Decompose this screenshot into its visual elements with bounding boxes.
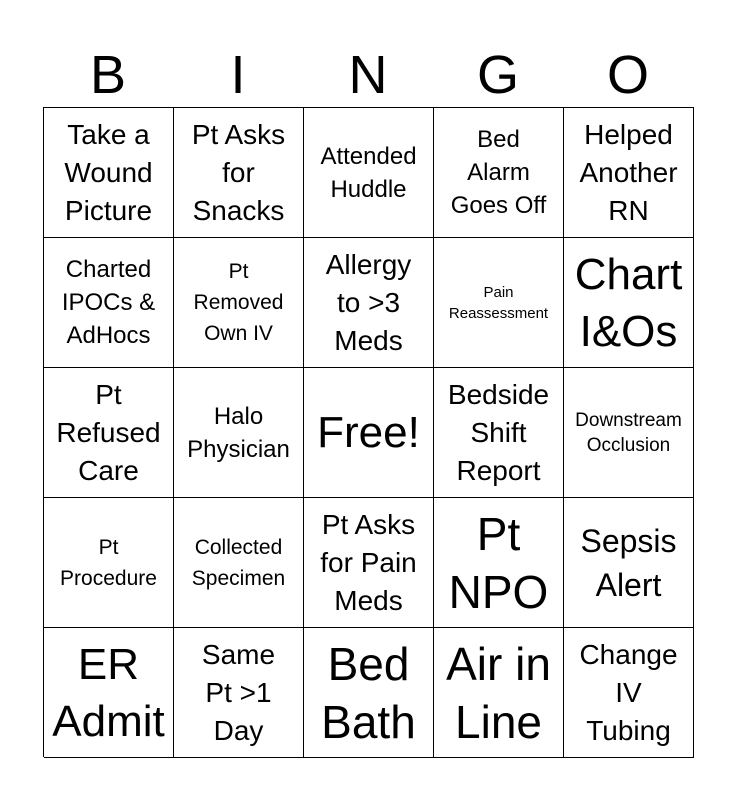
cell-label: Pt NPO — [448, 507, 549, 618]
header-letter-b: B — [89, 45, 127, 105]
cell-label: Air in Line — [446, 637, 551, 748]
bingo-cell[interactable] — [304, 498, 434, 628]
cell-label: Downstream Occlusion — [575, 409, 682, 456]
cell-label: Sepsis Alert — [580, 522, 677, 603]
bingo-cell[interactable] — [174, 238, 304, 368]
header-letter-g: G — [476, 45, 519, 105]
header-letter-n: N — [348, 45, 388, 105]
cell-label: Pt Procedure — [60, 535, 157, 590]
bingo-cell[interactable] — [174, 628, 304, 758]
cell-label: Pt Refused Care — [56, 378, 161, 486]
bingo-cell[interactable] — [44, 108, 174, 238]
bingo-card — [43, 107, 694, 757]
cell-label: Pt Asks for Snacks — [191, 118, 286, 226]
bingo-cell[interactable] — [564, 368, 694, 498]
header-letter-i: I — [230, 45, 246, 105]
cell-label: Halo Physician — [187, 402, 290, 463]
bingo-cell[interactable] — [434, 108, 564, 238]
bingo-cell[interactable] — [304, 238, 434, 368]
bingo-cell[interactable] — [434, 368, 564, 498]
bingo-cell[interactable] — [44, 368, 174, 498]
header-letter-o: O — [606, 45, 649, 105]
bingo-cell[interactable] — [174, 368, 304, 498]
cell-label: Collected Specimen — [191, 535, 286, 590]
bingo-cell[interactable] — [434, 238, 564, 368]
cell-label: Same Pt >1 Day — [201, 638, 276, 746]
cell-label: Bedside Shift Report — [447, 378, 550, 486]
bingo-cell[interactable] — [174, 108, 304, 238]
cell-label: Pt Removed Own IV — [193, 260, 284, 345]
bingo-cell[interactable] — [44, 498, 174, 628]
cell-label: Allergy to >3 Meds — [325, 248, 412, 356]
cell-label: Pt Asks for Pain Meds — [320, 508, 417, 616]
cell-label: Charted IPOCs & AdHocs — [61, 256, 156, 349]
cell-label: Bed Bath — [321, 637, 416, 748]
bingo-cell[interactable] — [564, 628, 694, 758]
bingo-cell[interactable] — [304, 108, 434, 238]
cell-label: Attended Huddle — [320, 142, 417, 203]
cell-label: Bed Alarm Goes Off — [450, 126, 547, 219]
cell-label: Helped Another RN — [579, 118, 678, 226]
bingo-header — [43, 42, 693, 108]
bingo-cell[interactable] — [44, 628, 174, 758]
cell-label: Chart I&Os — [574, 249, 683, 356]
bingo-cell[interactable] — [564, 238, 694, 368]
bingo-cell[interactable] — [174, 498, 304, 628]
bingo-cell[interactable] — [434, 628, 564, 758]
bingo-cell[interactable] — [304, 628, 434, 758]
bingo-cell[interactable] — [564, 108, 694, 238]
bingo-cell[interactable] — [44, 238, 174, 368]
free-space-label: Free! — [317, 408, 420, 457]
cell-label: Pain Reassessment — [448, 283, 549, 322]
free-space-cell[interactable] — [304, 368, 434, 498]
cell-label: ER Admit — [52, 639, 165, 746]
cell-label: Change IV Tubing — [579, 638, 678, 746]
bingo-cell[interactable] — [564, 498, 694, 628]
cell-label: Take a Wound Picture — [64, 118, 153, 226]
bingo-cell[interactable] — [434, 498, 564, 628]
